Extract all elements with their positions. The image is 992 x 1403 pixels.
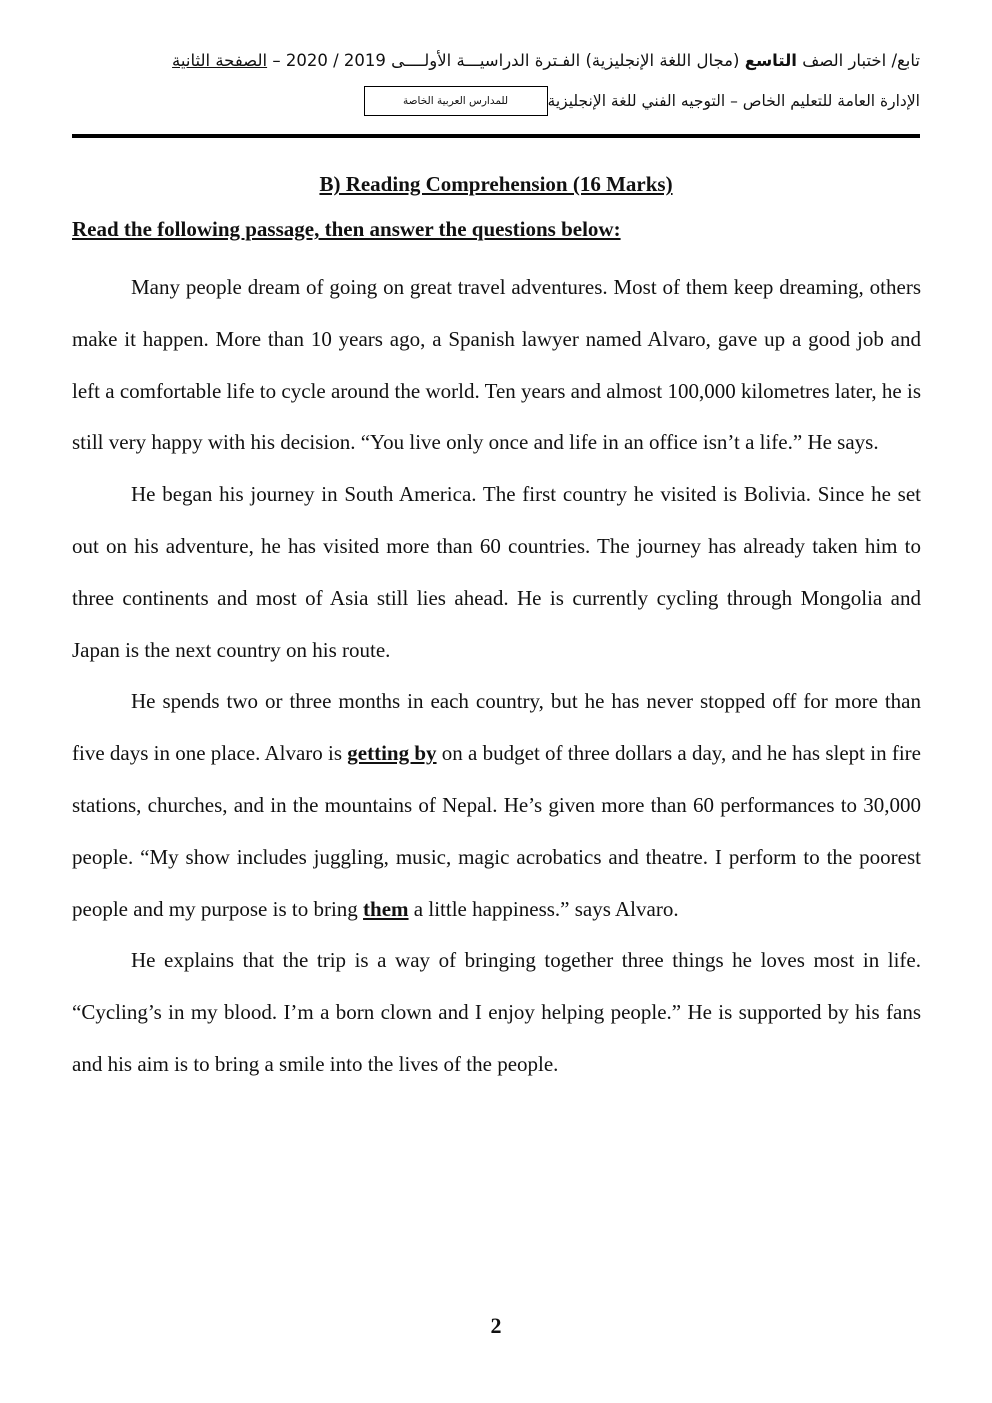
passage-paragraph-1: Many people dream of going on great travel adventures. Most of them keep dreaming, others make it happen. More than 10 years ago, a Spanish lawyer named Alvaro, gave up a good job and left a comfortable life to cycle around the world. Ten years and almost 100,000 kilometres later, he is still very happy with his decision. “You live only once and life in an office isn’t a life.” He says. [72, 275, 921, 455]
schools-box-label: للمدارس العربية الخاصة [364, 86, 548, 116]
keyword-them: them [363, 896, 409, 921]
passage-paragraph-3 [72, 676, 921, 935]
page-number: 2 [490, 1313, 502, 1338]
instruction: Read the following passage, then answer the questions below: [72, 217, 621, 241]
exam-header [72, 48, 920, 74]
header-grade: التاسع [744, 51, 797, 70]
passage-p3-part1: He spends two or three months in each country, but he has never stopped off for more than five days in one place. Alvaro is [72, 689, 921, 766]
header-page-label: الصفحة الثانية [172, 51, 268, 70]
reading-passage [72, 262, 921, 1091]
department-name: الإدارة العامة للتعليم الخاص – التوجيه الفني للغة الإنجليزية [547, 92, 920, 110]
passage-p3-part3: a little happiness.” says Alvaro. [408, 896, 679, 921]
header-prefix: تابع/ اختبار الصف [802, 51, 920, 70]
header-divider [72, 134, 920, 138]
passage-paragraph-4: He explains that the trip is a way of bringing together three things he loves most in life. “Cycling’s in my blood. I’m a born clown and I enjoy helping people.” He is supported by his fans and his aim is to bring a smile into the lives of the people. [72, 948, 921, 1076]
exam-subheader [328, 86, 920, 116]
section-title: B) Reading Comprehension (16 Marks) [319, 172, 673, 196]
passage-paragraph-2: He began his journey in South America. The first country he visited is Bolivia. Since he set out on his adventure, he has visited more than 60 countries. The journey has already taken him to three continents and most of Asia still lies ahead. He is currently cycling through Mongolia and Japan is the next country on his route. [72, 482, 921, 662]
passage-p3-part2: on a budget of three dollars a day, and he has slept in fire stations, churches, and in the mountains of Nepal. He’s given more than 60 performances to 30,000 people. “My show includes juggling, music, magic acrobatics and theatre. I perform to the poorest people and my purpose is to bring [72, 741, 921, 921]
keyword-getting-by: getting by [347, 741, 437, 766]
header-subject: (مجال اللغة الإنجليزية) الفـترة الدراسيـــة الأولــــى 2019 / 2020 – [272, 51, 740, 70]
